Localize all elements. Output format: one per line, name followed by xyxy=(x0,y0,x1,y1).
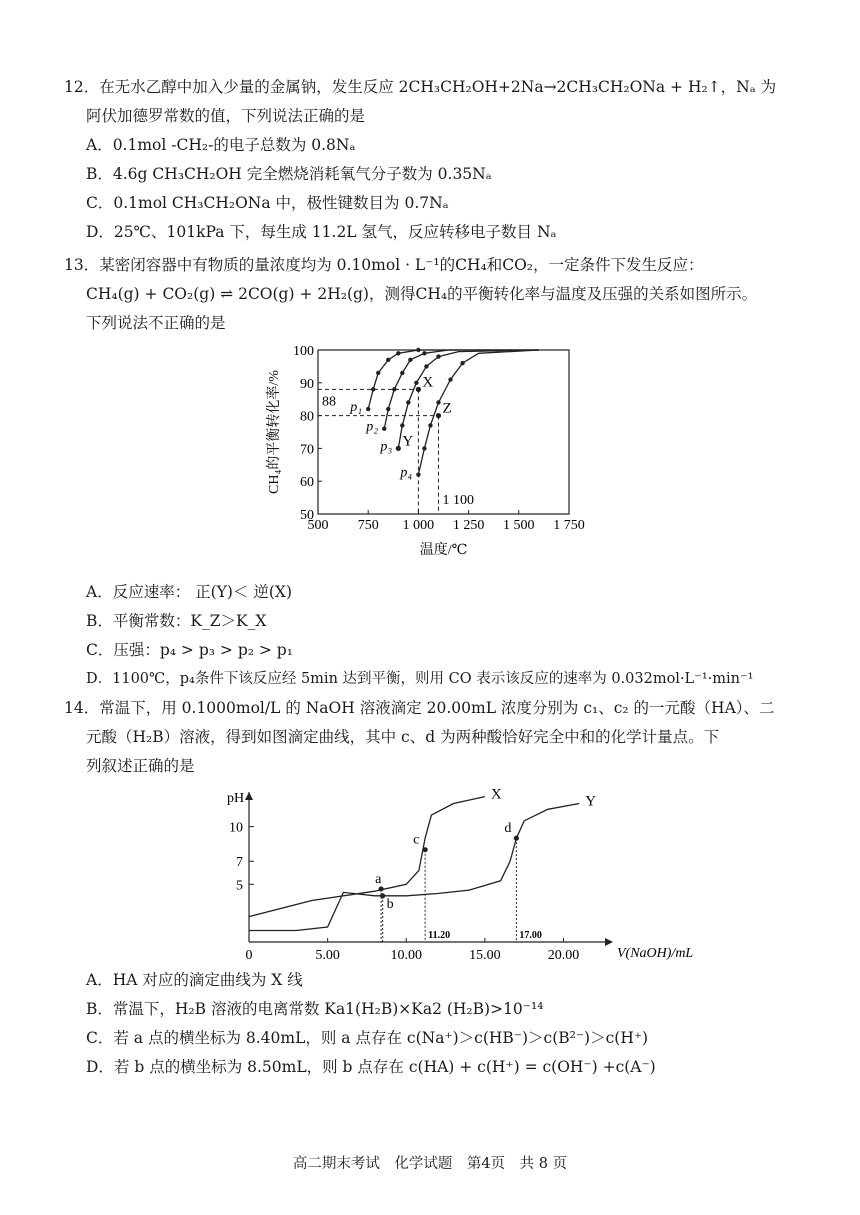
q13-options xyxy=(64,578,804,694)
x-tick-label: 1 500 xyxy=(503,518,535,533)
series-point xyxy=(386,358,390,362)
annotation-1100: 1 100 xyxy=(442,493,474,508)
marker-label-a: a xyxy=(375,871,382,887)
y-tick-label: 10 xyxy=(229,820,243,836)
series-line-p₃ xyxy=(398,350,539,448)
marker-label-Y: Y xyxy=(402,433,414,450)
q14-stem-line2: 元酸（H₂B）溶液，得到如图滴定曲线，其中 c、d 为两种酸恰好完全中和的化学计量点。下 xyxy=(86,728,720,746)
q12-option-b: B．4.6g CH₃CH₂OH 完全燃烧消耗氧气分子数为 0.35Nₐ xyxy=(86,165,492,183)
marker-point-c xyxy=(423,847,428,852)
series-point xyxy=(376,371,380,375)
q14-option-c: C．若 a 点的横坐标为 8.40mL，则 a 点存在 c(Na⁺)＞c(HB⁻)＞c(B²⁻)＞c(H⁺) xyxy=(86,1029,649,1047)
x-axis-arrow xyxy=(605,938,613,946)
series-point xyxy=(436,400,440,404)
series-point xyxy=(371,387,375,391)
question-12 xyxy=(64,73,804,247)
curve-label-Y: Y xyxy=(585,793,597,810)
q12-stem-line2: 阿伏加德罗常数的值，下列说法正确的是 xyxy=(86,107,366,125)
plot-frame xyxy=(318,350,569,514)
q14-option-b: B．常温下，H₂B 溶液的电离常数 Ka1(H₂B)×Ka2 (H₂B)>10⁻¹⁴ xyxy=(86,1000,544,1018)
y-axis-arrow xyxy=(245,792,253,800)
curve-label-X: X xyxy=(490,786,502,803)
q14-options xyxy=(64,966,804,1082)
chart-titration-curves xyxy=(215,782,694,964)
series-label-p₃: p₃ xyxy=(380,439,393,455)
marker-label-c: c xyxy=(413,832,420,848)
series-point xyxy=(414,381,418,385)
marker-point-d xyxy=(514,836,519,841)
x-tick-label: 5.00 xyxy=(315,948,340,963)
q14-stem-line1: 14．常温下，用 0.1000mol/L 的 NaOH 溶液滴定 20.00mL 浓度分别为 c₁、c₂ 的一元酸（HA）、二 xyxy=(64,699,775,717)
marker-label-X: X xyxy=(422,374,434,391)
q13-stem-line2: CH₄(g) + CO₂(g) ⇌ 2CO(g) + 2H₂(g)，测得CH₄的平衡转化率与温度及压强的关系如图所示。 xyxy=(86,285,758,303)
series-point xyxy=(392,387,396,391)
series-point xyxy=(366,407,370,411)
marker-point-a xyxy=(379,886,384,891)
q12-stem-line1: 12．在无水乙醇中加入少量的金属钠，发生反应 2CH₃CH₂OH+2Na→2CH₃CH₂ONa + H₂↑，Nₐ 为 xyxy=(64,78,777,96)
series-point xyxy=(448,377,452,381)
y-tick-label: 60 xyxy=(300,475,314,491)
x-tick-label: 500 xyxy=(307,518,329,533)
marker-label-Z: Z xyxy=(442,400,452,417)
series-line-p₁ xyxy=(368,350,539,409)
y-axis-label: CH₄的平衡转化率/% xyxy=(267,370,282,494)
q13-option-c: C．压强：p₄ > p₃ > p₂ > p₁ xyxy=(86,641,293,659)
series-line-p₄ xyxy=(418,350,539,475)
x-tick-label: 1 250 xyxy=(452,518,485,533)
y-tick-label: 7 xyxy=(236,855,243,871)
series-point xyxy=(424,364,428,368)
series-point xyxy=(416,472,420,476)
series-label-p₁: p₁ xyxy=(350,400,363,416)
series-point xyxy=(400,423,404,427)
annotation-11-20: 11.20 xyxy=(428,930,451,941)
question-14 xyxy=(64,694,804,781)
y-tick-label: 5 xyxy=(236,878,243,894)
q13-option-a: A．反应速率： 正(Y)＜ 逆(X) xyxy=(86,583,293,601)
q12-option-a: A．0.1mol -CH₂-的电子总数为 0.8Nₐ xyxy=(86,136,356,154)
annotation-17-00: 17.00 xyxy=(519,930,542,941)
series-point xyxy=(436,354,440,358)
q13-option-d: D．1100℃，p₄条件下该反应经 5min 达到平衡，则用 CO 表示该反应的速率为 0.032mol·L⁻¹·min⁻¹ xyxy=(86,671,754,687)
series-point xyxy=(428,423,432,427)
series-point xyxy=(400,371,404,375)
y-axis-label: pH xyxy=(227,791,245,806)
x-axis-label: V(NaOH)/mL xyxy=(617,946,694,961)
marker-point-Z xyxy=(436,413,441,418)
y-tick-label: 80 xyxy=(300,409,314,425)
q12-option-d: D．25℃、101kPa 下，每生成 11.2L 氢气，反应转移电子数目 Nₐ xyxy=(86,223,557,241)
x-tick-label: 1 750 xyxy=(553,518,585,533)
x-tick-label: 750 xyxy=(357,518,379,533)
series-label-p₄: p₄ xyxy=(400,465,413,481)
series-point xyxy=(386,407,390,411)
q14-stem-line3: 列叙述正确的是 xyxy=(86,757,195,775)
marker-point-X xyxy=(416,387,421,392)
q13-stem-line3: 下列说法不正确的是 xyxy=(86,314,226,332)
y-tick-label: 90 xyxy=(300,376,314,392)
series-point xyxy=(382,427,386,431)
series-point xyxy=(416,348,420,352)
x-tick-label: 0 xyxy=(245,948,253,963)
series-point xyxy=(408,358,412,362)
series-point xyxy=(422,446,426,450)
q13-stem-line1: 13．某密闭容器中有物质的量浓度均为 0.10mol · L⁻¹的CH₄和CO₂，一定条件下发生反应： xyxy=(64,256,704,274)
x-tick-label: 1 000 xyxy=(402,518,435,533)
q12-option-c: C．0.1mol CH₃CH₂ONa 中，极性键数目为 0.7Nₐ xyxy=(86,194,449,212)
titration-curve-Y xyxy=(249,804,579,931)
chart-conversion-vs-temperature xyxy=(256,336,616,566)
titration-curve-X xyxy=(249,797,485,917)
marker-point-Y xyxy=(396,446,401,451)
q14-option-a: A．HA 对应的滴定曲线为 X 线 xyxy=(86,971,303,989)
x-axis-label: 温度/℃ xyxy=(419,543,468,558)
page-footer: 高二期末考试 化学试题 第4页 共 8 页 xyxy=(292,1156,568,1172)
marker-point-b xyxy=(380,893,385,898)
series-point xyxy=(396,351,400,355)
q13-option-b: B．平衡常数：K_Z＞K_X xyxy=(86,612,267,630)
marker-label-d: d xyxy=(504,821,512,837)
marker-label-b: b xyxy=(386,896,394,912)
series-label-p₂: p₂ xyxy=(366,419,379,435)
y-tick-label: 50 xyxy=(300,508,314,523)
series-point xyxy=(406,400,410,404)
x-tick-label: 10.00 xyxy=(390,948,423,963)
x-tick-label: 20.00 xyxy=(547,948,580,963)
y-tick-label: 70 xyxy=(300,442,314,458)
y-tick-label: 100 xyxy=(293,344,314,359)
q14-option-d: D．若 b 点的横坐标为 8.50mL，则 b 点存在 c(HA) + c(H⁺) = c(OH⁻) +c(A⁻) xyxy=(86,1058,656,1076)
series-point xyxy=(460,361,464,365)
x-tick-label: 15.00 xyxy=(469,948,501,963)
annotation-88: 88 xyxy=(322,394,336,410)
question-13 xyxy=(64,251,804,338)
series-point xyxy=(422,351,426,355)
